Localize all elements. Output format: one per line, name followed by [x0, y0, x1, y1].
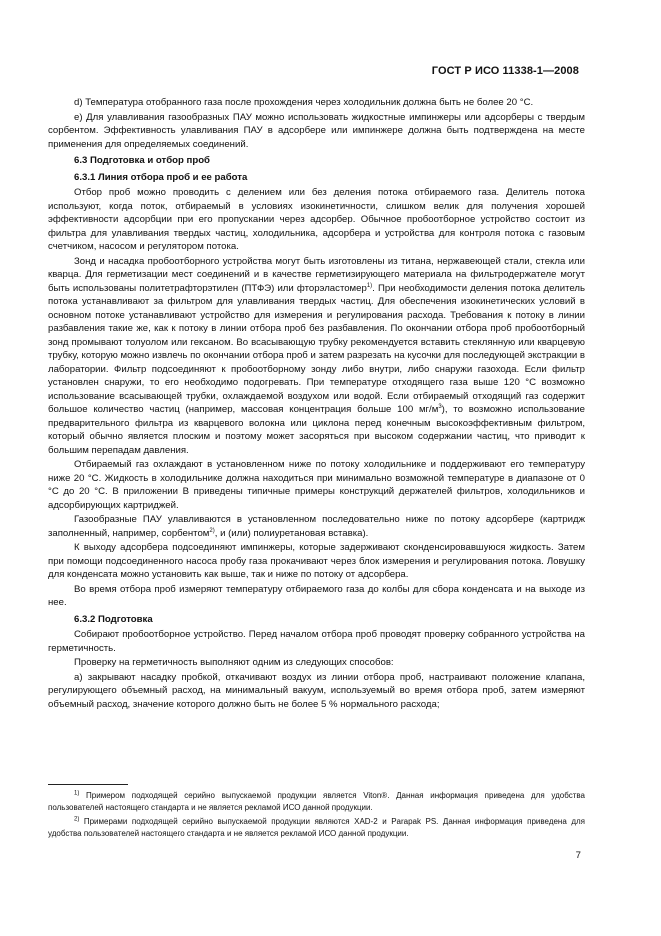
footnote-mark: 1)	[74, 790, 80, 797]
footnote-text: Примером подходящей серийно выпускаемой продукции является Viton®. Данная информация приведена для удобства пользователей настоящего стандарта и не является рекламой ИСО данной продукции.	[48, 791, 585, 812]
footnote-mark: 2)	[74, 816, 80, 823]
footnote-ref: 1)	[366, 282, 373, 289]
section-heading-6-3: 6.3 Подготовка и отбор проб	[74, 155, 210, 166]
list-item-a: а) закрывают насадку пробкой, откачивают воздух из линии отбора проб, настраивают положение клапана, регулирующего объемный расход, на минимальный вакуум, используемый во время отбора проб, затем измеряют объемный расход, значение которого должно быть не более 5 % нормального расхода;	[48, 671, 585, 710]
paragraph	[48, 255, 585, 458]
section-heading-6-3-2: 6.3.2 Подготовка	[74, 613, 153, 625]
footnotes	[48, 790, 585, 842]
text-span: . При необходимости деления потока делитель потока устанавливают за фильтром для улавливания твердых частиц. Для обеспечения изокинетических условий в основном потоке устанавливают устройство для измерения и регулирования расхода. Требования к потоку в линии разбавления такие же, как к потоку в линии отбора проб без разбавления. По окончании отбора проб пробоотборный зонд промывают толуолом или гексаном. Во всасывающую трубку рекомендуется вставить стеклянную или кварцевую трубку, которую можно извлечь по окончании отбора проб и затем разрезать на кусочки для последующей экстракции в лаборатории. Фильтр подсоединяют к пробоотборному зонду либо внутри, либо снаружи газохода. Если фильтр установлен снаружи, то его необходимо подогревать. При температуре отходящего газа выше 120 °С возможно использование всасывающей трубки, охлаждаемой воздухом или водой. Если отбираемый отходящий газ содержит большое количество частиц (например, массовая концентрация больше 100 мг/м	[48, 282, 585, 415]
footnote-text: Примерами подходящей серийно выпускаемой продукции являются XAD-2 и Parapak PS. Данная информация приведена для удобства пользователей настоящего стандарта и не является рекламой ИСО данной продукции.	[48, 817, 585, 838]
paragraph	[48, 513, 585, 540]
footnote	[48, 790, 585, 814]
text-span: , и (или) полиуретановая вставка).	[214, 527, 369, 539]
item-d: d) Температура отобранного газа после прохождения через холодильник должна быть не более 20 °С.	[74, 97, 534, 108]
paragraph: Собирают пробоотборное устройство. Перед началом отбора проб проводят проверку собранного устройства на герметичность.	[48, 629, 585, 654]
document-body	[48, 96, 585, 712]
text-span: ), то возможно использование предварительного фильтра из кварцевого волокна или циклона перед конечным высокоэффективным фильтром, который обычно является плоским и поэтому может засоряться при высоком содержании частиц, что приводит к большим перепадам давления.	[48, 404, 585, 456]
paragraph: Отбираемый газ охлаждают в установленном ниже по потоку холодильнике и поддерживают его температуру ниже 20 °С. Жидкость в холодильнике должна находиться при минимально возможной температуре в диапазоне от 0 °С до 20 °С. В приложении В приведены типичные примеры конструкций держателей фильтров, холодильников и адсорбирующих картриджей.	[48, 459, 585, 511]
section-heading-6-3-1: 6.3.1 Линия отбора проб и ее работа	[74, 171, 248, 183]
document-header: ГОСТ Р ИСО 11338-1—2008	[431, 65, 579, 77]
paragraph: К выходу адсорбера подсоединяют импинжеры, которые задерживают сконденсировавшуюся жидкость. Затем при помощи подсоединенного насоса пробу газа прокачивают через блок измерения и регулирования потока. Ловушку для конденсата можно установить как выше, так и ниже по потоку от адсорбера.	[48, 542, 585, 580]
paragraph: Проверку на герметичность выполняют одним из следующих способов:	[74, 657, 394, 668]
text-span: Газообразные ПАУ улавливаются в установленном последовательно ниже по потоку адсорбере (картридж заполненный, например, сорбентом	[48, 514, 585, 539]
superscript: 3	[438, 403, 442, 410]
text-span: Зонд и насадка пробоотборного устройства могут быть изготовлены из титана, нержавеющей стали, стекла или кварца. Для герметизации мест соединений и в качестве герметизирующего материала на фильтродержателе могут быть использованы политетрафторэтилен (ПТФЭ) или фторэластомер	[48, 255, 585, 294]
item-e: e) Для улавливания газообразных ПАУ можно использовать жидкостные импинжеры или адсорберы с твердым сорбентом. Эффективность улавливания ПАУ в адсорбере или импинжере должна быть подтверждена на месте применения для определяемых соединений.	[48, 111, 585, 150]
paragraph: Во время отбора проб измеряют температуру отбираемого газа до колбы для сбора конденсата и на выходе из нее.	[48, 583, 585, 608]
footnote	[48, 816, 585, 840]
page-number: 7	[575, 850, 581, 861]
footnote-divider	[48, 784, 128, 785]
paragraph: Отбор проб можно проводить с делением или без деления потока отбираемого газа. Делитель потока используют, когда поток, отбираемый в условиях изокинетичности, слишком велик для получения хорошей эффективности адсорбции при его пропускании через адсорбер. Обычное пробоотборное устройство состоит из фильтра для улавливания твердых частиц, холодильника, адсорбера и устройства для контроля потока с газовым счетчиком, насосом и регулятором потока.	[48, 187, 585, 252]
footnote-ref: 2)	[209, 527, 215, 534]
